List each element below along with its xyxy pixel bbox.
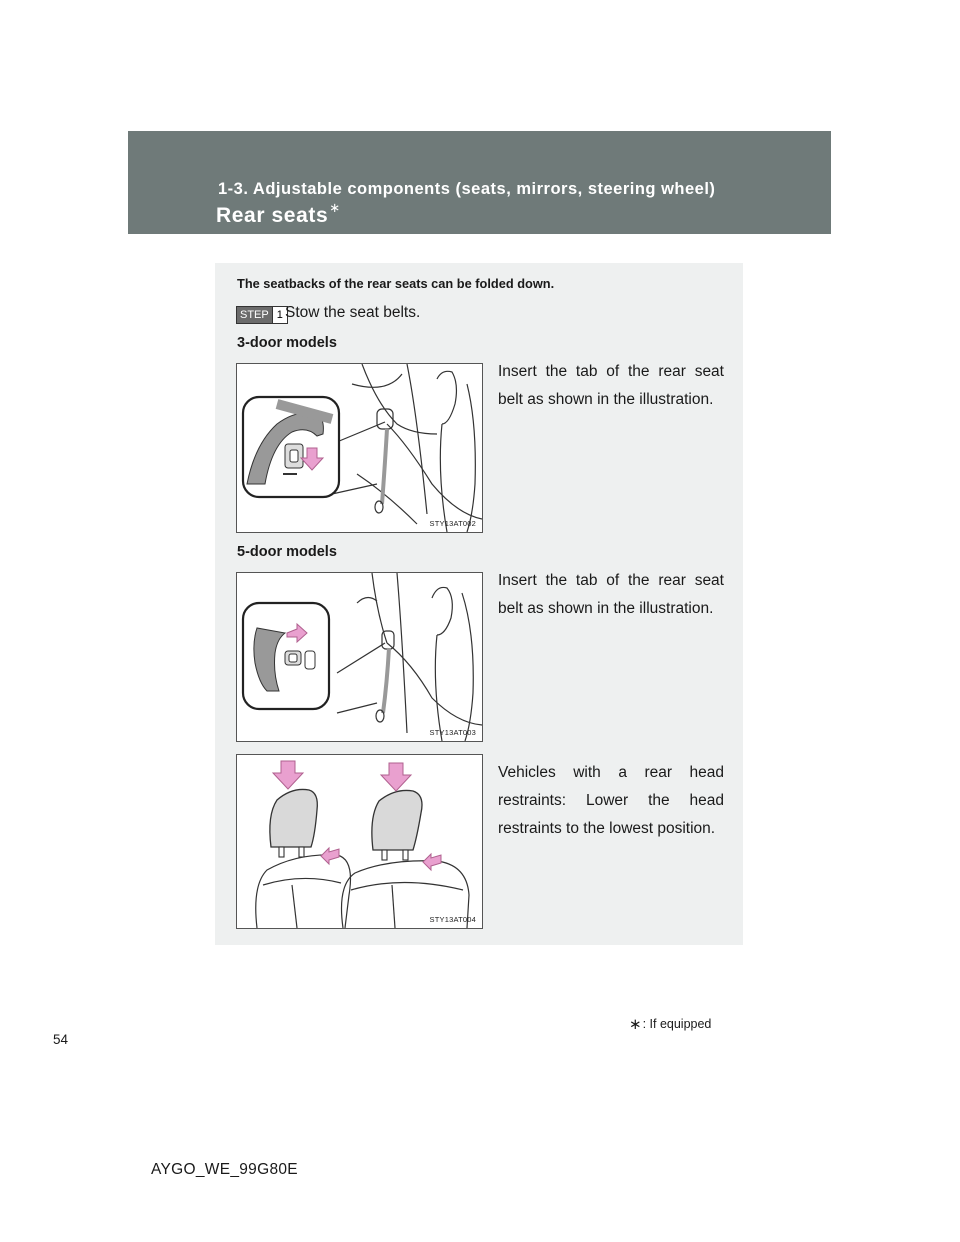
figure-code: STY13AT004: [429, 915, 476, 924]
content-panel: [215, 263, 743, 945]
footnote-mark: ∗: [629, 1016, 642, 1033]
five-door-instruction: Insert the tab of the rear seat belt as shown in the illustration.: [498, 572, 724, 617]
footnote-text: : If equipped: [642, 1017, 712, 1031]
three-door-heading: 3-door models: [237, 335, 337, 351]
five-door-heading: 5-door models: [237, 544, 337, 560]
page-title: [216, 202, 341, 228]
three-door-drawing: [237, 364, 482, 532]
step-2-text: Vehicles with a rear head restraints: Lower the head restraints to the lowest position.: [498, 764, 724, 837]
step-label: STEP: [237, 307, 272, 323]
five-door-illustration: [236, 572, 483, 742]
step-1-badge: [236, 306, 288, 324]
figure-code: STY13AT002: [429, 519, 476, 528]
header-band: [128, 131, 831, 234]
five-door-drawing: [237, 573, 482, 741]
footnote: [629, 1014, 711, 1032]
three-door-illustration: [236, 363, 483, 533]
page-number: 54: [53, 1032, 69, 1047]
page-title-text: Rear seats: [216, 204, 329, 227]
step-number: 1: [272, 307, 287, 323]
three-door-instruction: Insert the tab of the rear seat belt as shown in the illustration.: [498, 363, 724, 408]
head-restraint-illustration: [236, 754, 483, 929]
step-1-text: Stow the seat belts.: [285, 304, 421, 321]
intro-text: The seatbacks of the rear seats can be folded down.: [237, 276, 555, 291]
section-title: 1-3. Adjustable components (seats, mirrors, steering wheel): [218, 180, 716, 198]
head-restraint-drawing: [237, 755, 482, 928]
document-id: AYGO_WE_99G80E: [151, 1161, 298, 1178]
figure-code: STY13AT003: [429, 728, 476, 737]
equipped-mark: ∗: [329, 200, 341, 215]
